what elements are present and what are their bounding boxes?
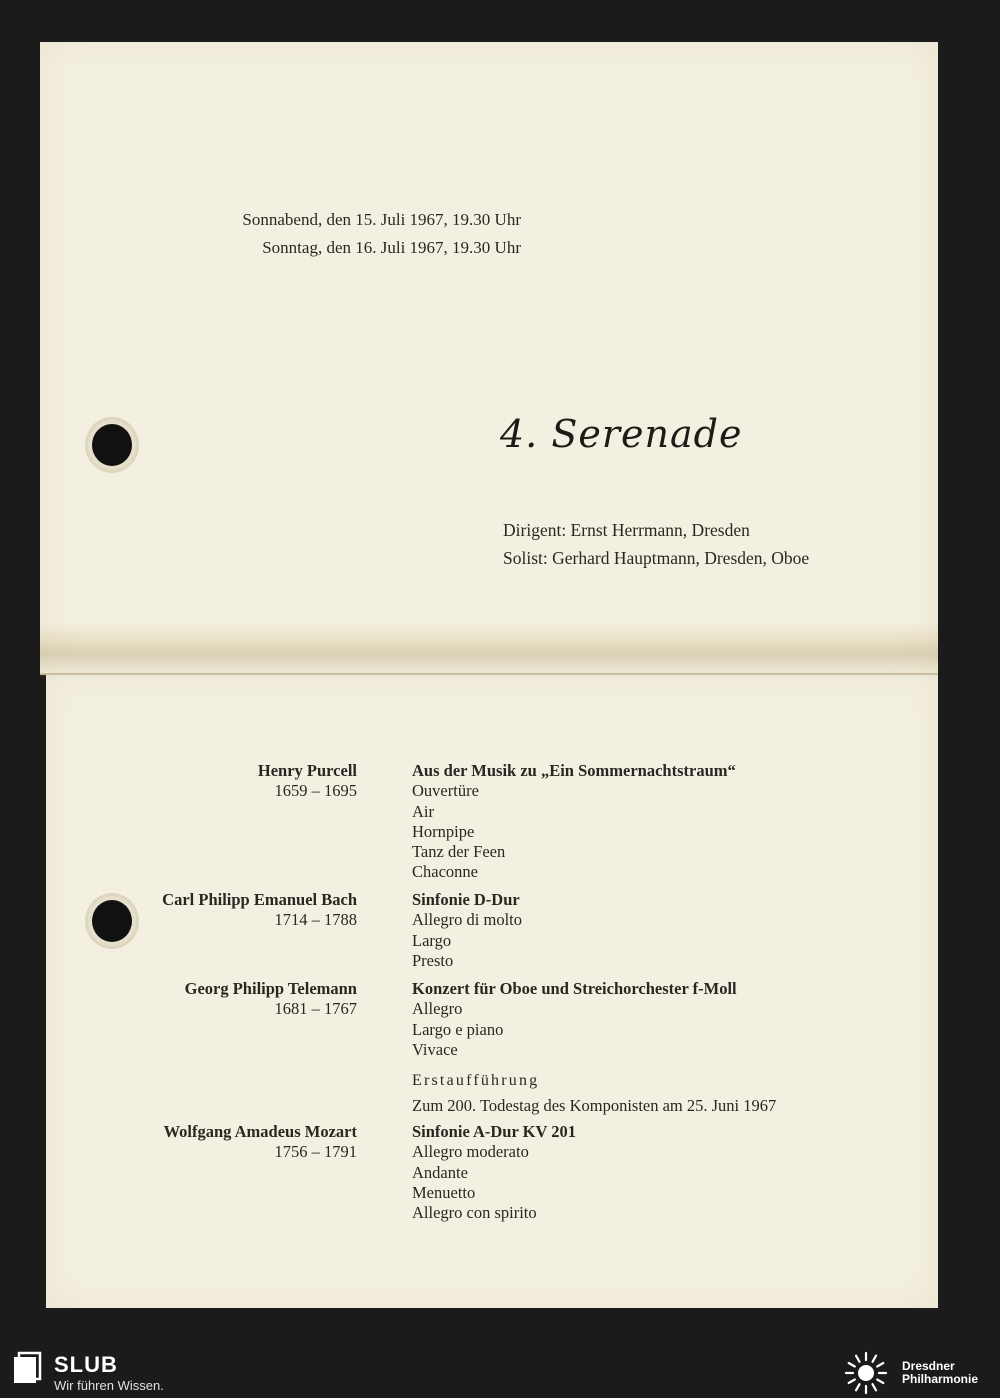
concert-title: 4. Serenade — [500, 412, 743, 456]
work-entry — [412, 761, 736, 883]
movement: Menuetto — [412, 1182, 476, 1202]
composer-years: 1714 – 1788 — [274, 910, 357, 929]
composer-name: Henry Purcell — [257, 761, 357, 780]
movement: Presto — [412, 950, 454, 970]
work-title: Konzert für Oboe und Streichorchester f-Moll — [412, 979, 737, 998]
slub-book-icon[interactable] — [12, 1351, 42, 1385]
work-title: Aus der Musik zu „Ein Sommernachtstraum“ — [412, 761, 736, 780]
program-sheet-upper — [40, 42, 938, 674]
paper-fold — [40, 622, 938, 680]
composer-years: 1756 – 1791 — [274, 1142, 357, 1161]
fold-crease — [40, 673, 938, 675]
movement: Tanz der Feen — [412, 842, 506, 862]
work-title: Sinfonie A-Dur KV 201 — [412, 1122, 576, 1141]
movement: Allegro moderato — [412, 1142, 529, 1162]
conductor-line: Dirigent: Ernst Herrmann, Dresden — [503, 520, 750, 540]
composer-name: Georg Philipp Telemann — [184, 979, 357, 998]
composer-entry — [258, 761, 357, 801]
philharmonie-sunburst-icon[interactable] — [840, 1350, 892, 1396]
composer-years: 1681 – 1767 — [274, 999, 357, 1018]
library-name[interactable]: SLUB — [54, 1352, 118, 1377]
composer-name: Carl Philipp Emanuel Bach — [162, 890, 357, 909]
composer-entry — [164, 1122, 357, 1162]
movement: Vivace — [412, 1039, 458, 1059]
movement: Ouvertüre — [412, 781, 479, 801]
partner-name-line-1: Dresdner — [902, 1359, 955, 1373]
movement: Chaconne — [412, 862, 478, 882]
soloist-line: Solist: Gerhard Hauptmann, Dresden, Oboe — [503, 548, 810, 568]
concert-date-sunday: Sonntag, den 16. Juli 1967, 19.30 Uhr — [262, 238, 521, 257]
library-tagline: Wir führen Wissen. — [54, 1378, 164, 1393]
punch-hole — [92, 424, 132, 466]
movement: Allegro con spirito — [412, 1203, 537, 1223]
movement: Allegro di molto — [412, 910, 522, 930]
partner-name-line-2: Philharmonie — [902, 1372, 979, 1386]
movement: Hornpipe — [412, 821, 475, 841]
movement: Largo — [412, 930, 452, 950]
anniversary-note: Zum 200. Todestag des Komponisten am 25. Juni 1967 — [412, 1096, 777, 1115]
punch-hole — [92, 900, 132, 942]
movement: Air — [412, 801, 434, 821]
composer-years: 1659 – 1695 — [274, 781, 357, 800]
movement: Allegro — [412, 999, 463, 1019]
work-title: Sinfonie D-Dur — [412, 890, 520, 909]
composer-entry — [162, 890, 357, 930]
concert-date-saturday: Sonnabend, den 15. Juli 1967, 19.30 Uhr — [242, 210, 521, 229]
composer-name: Wolfgang Amadeus Mozart — [163, 1122, 357, 1141]
work-entry — [412, 1122, 576, 1223]
work-entry — [412, 890, 522, 971]
partner-name — [902, 1360, 978, 1386]
composer-entry — [185, 979, 357, 1019]
work-entry — [412, 979, 737, 1060]
movement: Largo e piano — [412, 1019, 504, 1039]
movement: Andante — [412, 1162, 468, 1182]
first-performance-note: Erstaufführung — [412, 1072, 540, 1089]
